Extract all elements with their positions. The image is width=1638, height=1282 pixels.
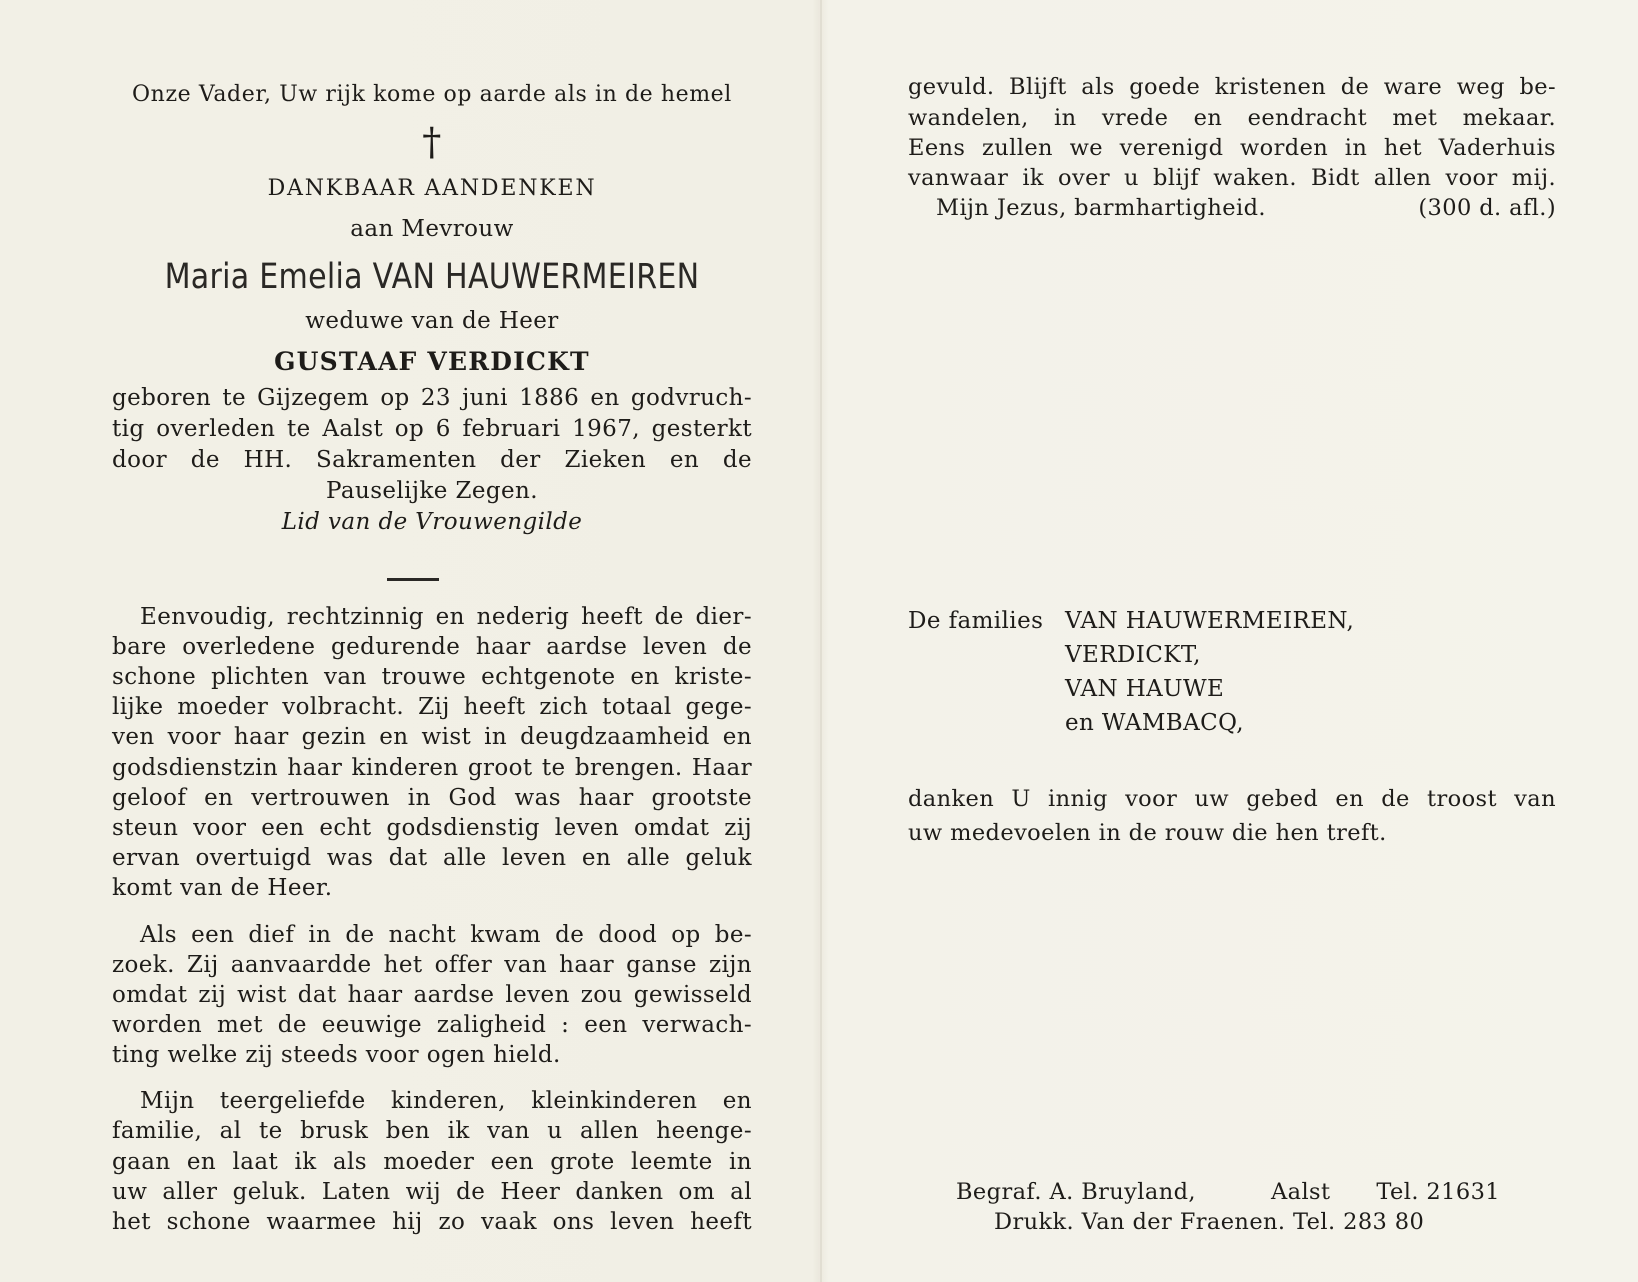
paragraph-line: het schone waarmee hij zo vaak ons leven heeft bbox=[112, 1209, 752, 1235]
paragraph-line: zoek. Zij aanvaardde het offer van haar ganse zijn bbox=[112, 952, 752, 978]
section-divider bbox=[387, 578, 439, 581]
indulgence-note: (300 d. afl.) bbox=[1418, 195, 1556, 221]
family-name: en WAMBACQ, bbox=[1065, 710, 1244, 736]
husband-name: GUSTAAF VERDICKT bbox=[274, 347, 590, 376]
continuation-line: vanwaar ik over u blijf waken. Bidt allen voor mij. bbox=[908, 165, 1556, 191]
paragraph-line: ting welke zij steeds voor ogen hield. bbox=[112, 1042, 561, 1068]
paragraph-line: schone plichten van trouwe echtgenote en kriste- bbox=[112, 664, 752, 690]
paragraph-line: ven voor haar gezin en wist in deugdzaamheid en bbox=[112, 724, 752, 750]
paragraph-line: lijke moeder volbracht. Zij heeft zich totaal gege- bbox=[112, 694, 752, 720]
undertaker: Begraf. A. Bruyland, bbox=[956, 1179, 1196, 1205]
undertaker-city: Aalst bbox=[1271, 1179, 1331, 1205]
paragraph-line: worden met de eeuwige zaligheid : een verwach- bbox=[112, 1012, 752, 1038]
addressee-prefix: aan Mevrouw bbox=[350, 216, 514, 242]
families-prefix: De families bbox=[908, 608, 1044, 634]
continuation-line: gevuld. Blijft als goede kristenen de ware weg be- bbox=[908, 74, 1556, 100]
paragraph-line: familie, al te brusk ben ik van u allen heenge- bbox=[112, 1118, 752, 1144]
paragraph-line: steun voor een echt godsdienstig leven omdat zij bbox=[112, 815, 752, 841]
widow-of: weduwe van de Heer bbox=[305, 308, 559, 334]
paragraph-line: godsdienstzin haar kinderen groot te brengen. Haar bbox=[112, 755, 752, 781]
biography-line: Pauselijke Zegen. bbox=[326, 478, 538, 504]
deceased-name: Maria Emelia VAN HAUWERMEIREN bbox=[164, 257, 700, 297]
card-fold-line bbox=[820, 0, 822, 1282]
paragraph-line: Als een dief in de nacht kwam de dood op be- bbox=[140, 922, 752, 948]
paragraph-line: gaan en laat ik als moeder een grote leemte in bbox=[112, 1149, 752, 1175]
paragraph-line: ervan overtuigd was dat alle leven en alle geluk bbox=[112, 845, 752, 871]
paragraph-line: bare overledene gedurende haar aardse leven de bbox=[112, 634, 752, 660]
paragraph-line: Eenvoudig, rechtzinnig en nederig heeft de dier- bbox=[140, 604, 752, 630]
continuation-line: Eens zullen we verenigd worden in het Vaderhuis bbox=[908, 135, 1556, 161]
continuation-line: wandelen, in vrede en eendracht met mekaar. bbox=[908, 105, 1556, 131]
printer-credit: Drukk. Van der Fraenen. Tel. 283 80 bbox=[994, 1209, 1425, 1235]
family-name: VERDICKT, bbox=[1065, 642, 1201, 668]
paragraph-line: komt van de Heer. bbox=[112, 875, 333, 901]
biography-line: door de HH. Sakramenten der Zieken en de bbox=[112, 447, 752, 473]
paragraph-line: Mijn teergeliefde kinderen, kleinkinderen en bbox=[140, 1088, 752, 1114]
paragraph-line: uw aller geluk. Laten wij de Heer danken om al bbox=[112, 1179, 752, 1205]
ejaculation-prayer: Mijn Jezus, barmhartigheid. bbox=[936, 195, 1266, 221]
paragraph-line: geloof en vertrouwen in God was haar grootste bbox=[112, 785, 752, 811]
thanks-line: danken U innig voor uw gebed en de troost van bbox=[908, 786, 1556, 812]
family-name: VAN HAUWE bbox=[1065, 676, 1225, 702]
biography-line: geboren te Gijzegem op 23 juni 1886 en godvruch- bbox=[112, 385, 752, 411]
membership: Lid van de Vrouwengilde bbox=[281, 509, 583, 535]
undertaker-phone: Tel. 21631 bbox=[1376, 1179, 1500, 1205]
latin-cross-icon: † bbox=[422, 120, 442, 164]
thanks-line: uw medevoelen in de rouw die hen treft. bbox=[908, 820, 1387, 846]
card-title: DANKBAAR AANDENKEN bbox=[267, 176, 597, 201]
family-name: VAN HAUWERMEIREN, bbox=[1065, 608, 1355, 634]
paragraph-line: omdat zij wist dat haar aardse leven zou gewisseld bbox=[112, 982, 752, 1008]
biography-line: tig overleden te Aalst op 6 februari 1967, gesterkt bbox=[112, 416, 752, 442]
prayer-heading: Onze Vader, Uw rijk kome op aarde als in de hemel bbox=[132, 82, 732, 107]
